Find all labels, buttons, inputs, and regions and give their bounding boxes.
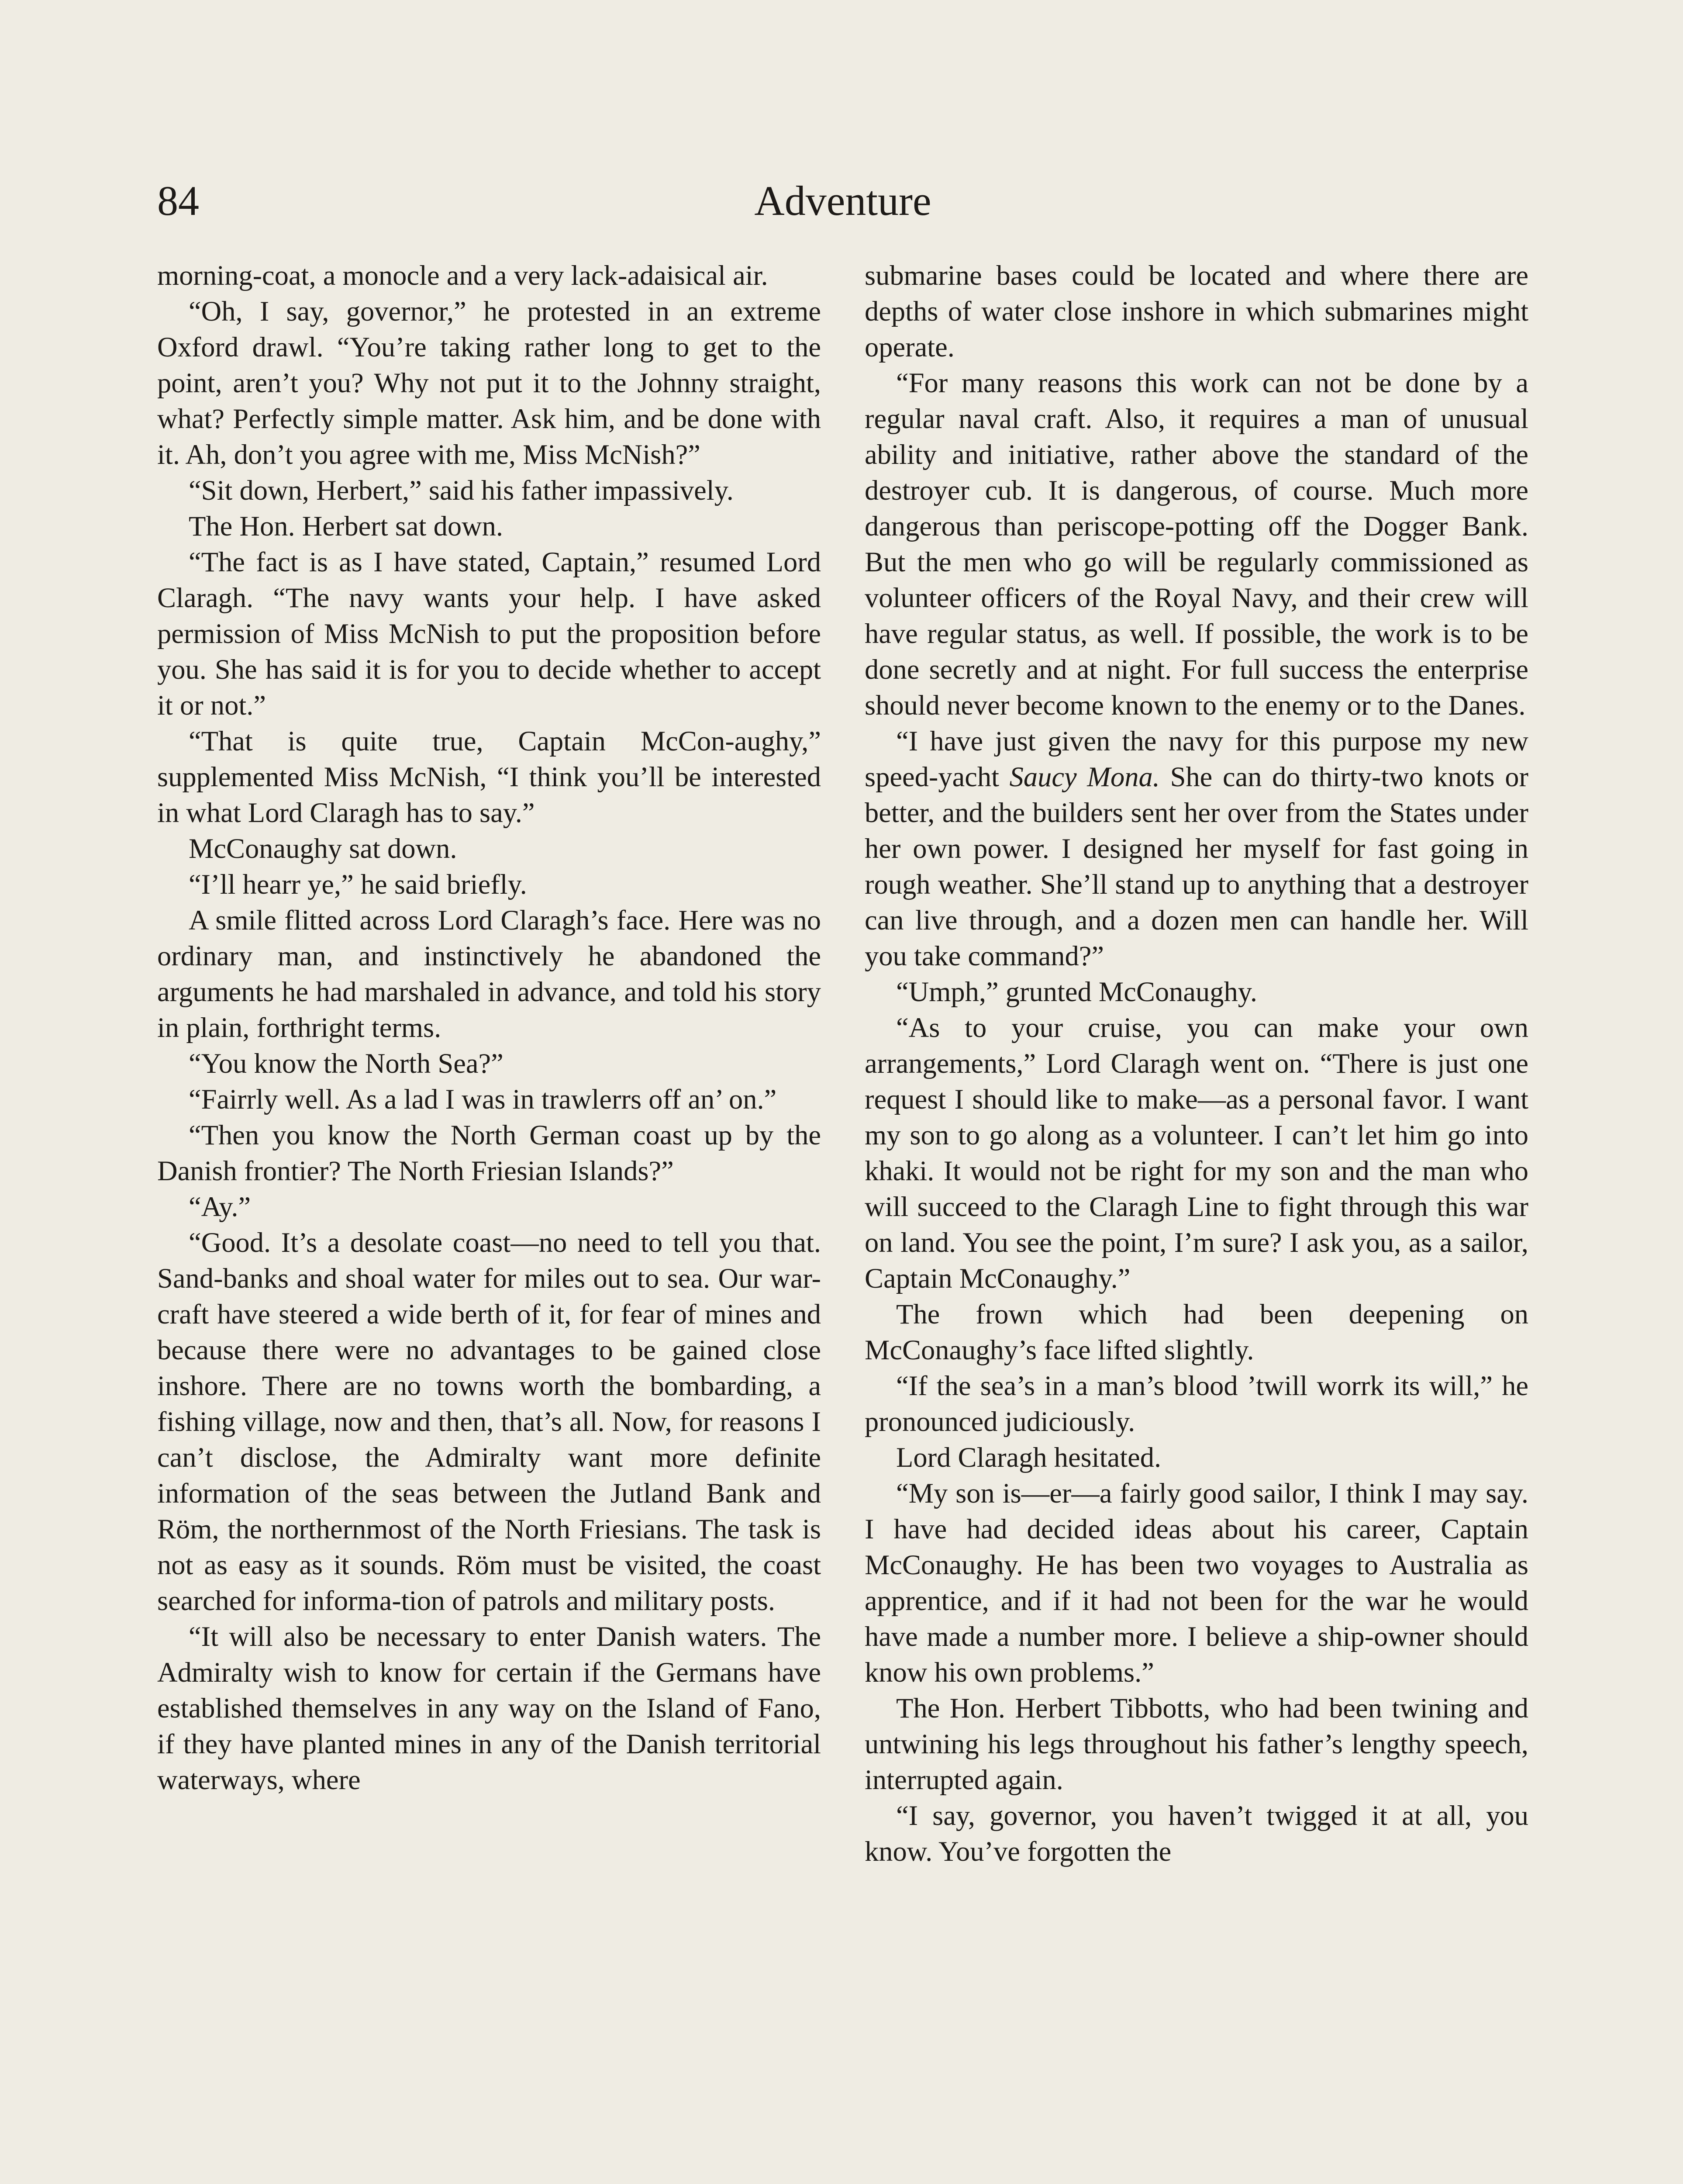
paragraph: “Fairrly well. As a lad I was in trawlerrs off an’ on.” (189, 1084, 777, 1115)
paragraph: “Oh, I say, governor,” he protested in an extreme Oxford drawl. “You’re taking rather long to get to the point, aren’t you? Why not put it to the Johnny straight, what? Perfectly simple matter. Ask him, and be done with it. Ah, don’t you agree with me, Miss McNish?” (157, 296, 821, 470)
paragraph: The frown which had been deepening on McConaughy’s face lifted slightly. (865, 1299, 1528, 1365)
paragraph: “That is quite true, Captain McCon-aughy,” supplemented Miss McNish, “I think you’ll be interested in what Lord Claragh has to say.” (157, 726, 821, 828)
paragraph-text: “I have just given the navy for this purpose my new speed-yacht (865, 726, 1528, 792)
page-number: 84 (157, 177, 199, 224)
paragraph: “The fact is as I have stated, Captain,” resumed Lord Claragh. “The navy wants your help. I have asked permission of Miss McNish to put the proposition before you. She has said it is for you to decide whether to accept it or not.” (157, 546, 821, 721)
paragraph: “My son is—er—a fairly good sailor, I think I may say. I have had decided ideas about his career, Captain McConaughy. He has been two voyages to Australia as apprentice, and if it had not been for the war he would have made a number more. I believe a ship-owner should know his own problems.” (865, 1478, 1528, 1688)
paragraph: “Umph,” grunted McConaughy. (896, 976, 1257, 1007)
right-column (865, 258, 1528, 2184)
article-body (157, 258, 1528, 2184)
paragraph: “For many reasons this work can not be done by a regular naval craft. Also, it requires a man of unusual ability and initiative, rather above the standard of the destroyer cub. It is dangerous, of course. Much more dangerous than periscope-potting off the Dogger Bank. But the men who go will be regularly commissioned as volunteer officers of the Royal Navy, and their crew will have regular status, as well. If possible, the work is to be done secretly and at night. For full success the enterprise should never become known to the enemy or to the Danes. (865, 367, 1528, 721)
paragraph: “It will also be necessary to enter Danish waters. The Admiralty wish to know for certain if the Germans have established themselves in any way on the Island of Fano, if they have planted mines in any of the Danish territorial waterways, where (157, 1621, 821, 1795)
paragraph: A smile flitted across Lord Claragh’s face. Here was no ordinary man, and instinctively he abandoned the arguments he had marshaled in advance, and told his story in plain, forthright terms. (157, 905, 821, 1043)
paragraph: The Hon. Herbert Tibbotts, who had been twining and untwining his legs throughout his father’s lengthy speech, interrupted again. (865, 1693, 1528, 1795)
yacht-name: Saucy Mona. (1009, 761, 1160, 792)
paragraph: The Hon. Herbert sat down. (189, 511, 504, 542)
paragraph-text: She can do thirty-two knots or better, and the builders sent her over from the States under her own power. I designed her myself for fast going in rough weather. She’ll stand up to anything that a destroyer can live through, and a dozen men can handle her. Will you take command?” (865, 761, 1528, 971)
paragraph: “You know the North Sea?” (189, 1048, 504, 1079)
paragraph: Lord Claragh hesitated. (896, 1442, 1162, 1473)
page-header (157, 170, 1528, 232)
paragraph: “I’ll hearr ye,” he said briefly. (189, 869, 527, 900)
left-column (157, 258, 821, 2184)
paragraph: “If the sea’s in a man’s blood ’twill worrk its will,” he pronounced judiciously. (865, 1370, 1528, 1437)
paragraph: McConaughy sat down. (189, 833, 457, 864)
paragraph: submarine bases could be located and where there are depths of water close inshore in which submarines might operate. (865, 260, 1528, 363)
paragraph: morning-coat, a monocle and a very lack-adaisical air. (157, 260, 768, 291)
paragraph: “Good. It’s a desolate coast—no need to tell you that. Sand-banks and shoal water for miles out to sea. Our war-craft have steered a wide berth of it, for fear of mines and because there were no advantages to be gained close inshore. There are no towns worth the bombarding, a fishing village, now and then, that’s all. Now, for reasons I can’t disclose, the Admiralty want more definite information of the seas between the Jutland Bank and Röm, the northernmost of the North Friesians. The task is not as easy as it sounds. Röm must be visited, the coast searched for informa-tion of patrols and military posts. (157, 1227, 821, 1616)
running-title: Adventure (754, 177, 931, 224)
paragraph: “Then you know the North German coast up by the Danish frontier? The North Friesian Islands?” (157, 1120, 821, 1186)
paragraph: “I say, governor, you haven’t twigged it at all, you know. You’ve forgotten the (865, 1800, 1528, 1867)
paragraph (865, 723, 1528, 974)
paragraph: “As to your cruise, you can make your own arrangements,” Lord Claragh went on. “There is just one request I should like to make—as a personal favor. I want my son to go along as a volunteer. I can’t let him go into khaki. It would not be right for my son and the man who will succeed to the Claragh Line to fight through this war on land. You see the point, I’m sure? I ask you, as a sailor, Captain McConaughy.” (865, 1012, 1528, 1294)
paragraph: “Ay.” (189, 1191, 251, 1222)
paragraph: “Sit down, Herbert,” said his father impassively. (189, 475, 734, 506)
